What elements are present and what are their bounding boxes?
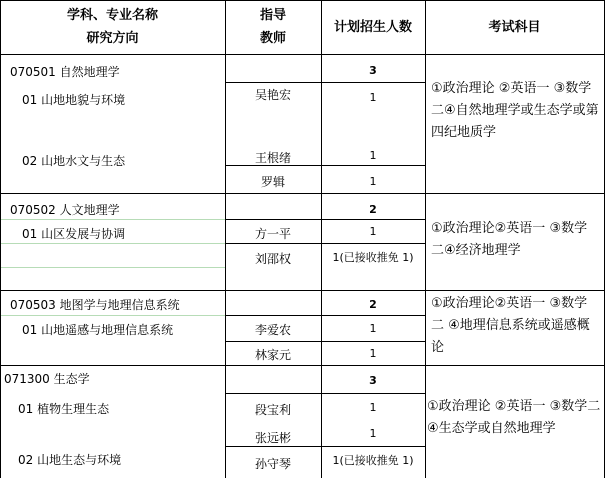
direction-name: 01 山区发展与协调 [22, 227, 126, 241]
exam-subjects: ①政治理论 ②英语一 ③数学二④自然地理学或生态学或第四纪地质学 [431, 81, 599, 140]
direction-name: 01 山地遥感与地理信息系统 [22, 323, 174, 337]
row-line [225, 219, 425, 220]
major-name: 070501 自然地理学 [10, 65, 120, 79]
enroll-count: 1 [369, 175, 377, 188]
header-subject: 学科、专业名称 [66, 8, 158, 23]
direction-name: 01 植物生理生态 [18, 402, 110, 416]
advisor-name: 孙守琴 [254, 457, 291, 471]
advisor-name: 吴艳宏 [254, 88, 291, 102]
table-border-top [0, 0, 605, 1]
header-exam: 考试科目 [488, 20, 541, 35]
column-divider [425, 0, 426, 478]
header-plan: 计划招生人数 [333, 20, 412, 35]
row-line [225, 446, 425, 447]
group-divider [0, 290, 605, 291]
advisor-name: 王根绪 [254, 151, 291, 165]
row-line [225, 393, 425, 394]
enroll-count: 1 [369, 225, 377, 238]
group-divider [0, 193, 605, 194]
enroll-count: 1 [369, 149, 377, 162]
major-total: 2 [369, 203, 377, 216]
exam-subjects: ①政治理论 ②英语一 ③数学二④生态学或自然地理学 [427, 399, 601, 436]
enroll-count: 1 [369, 322, 377, 335]
enroll-count: 1 [369, 427, 377, 440]
direction-name: 01 山地地貌与环境 [22, 93, 126, 107]
major-name: 071300 生态学 [4, 372, 90, 386]
enroll-count: 1(已接收推免 1) [332, 251, 414, 264]
direction-name: 02 山地水文与生态 [22, 154, 126, 168]
header-direction: 研究方向 [86, 31, 139, 46]
row-line-faint [1, 315, 225, 316]
enroll-count: 1 [369, 347, 377, 360]
major-name: 070503 地图学与地理信息系统 [10, 298, 180, 312]
table-border-left [0, 0, 1, 478]
header-advisor-2: 教师 [259, 31, 286, 46]
enroll-count: 1 [369, 91, 377, 104]
advisor-name: 方一平 [254, 227, 291, 241]
major-total: 3 [369, 374, 377, 387]
advisor-name: 林家元 [254, 348, 291, 362]
advisor-name: 张远彬 [254, 431, 291, 445]
major-total: 3 [369, 64, 377, 77]
header-bottom-line [0, 54, 605, 55]
row-line [225, 82, 425, 83]
row-line-faint [1, 243, 225, 244]
advisor-name: 李爱农 [254, 323, 291, 337]
major-total: 2 [369, 298, 377, 311]
advisor-name: 段宝利 [254, 403, 291, 417]
exam-subjects: ①政治理论②英语一 ③数学二④经济地理学 [431, 221, 588, 258]
row-line [225, 341, 425, 342]
row-line [225, 315, 425, 316]
advisor-name: 罗辑 [260, 175, 285, 189]
header-advisor: 指导 [259, 8, 286, 23]
advisor-name: 刘邵权 [254, 252, 291, 266]
enroll-count: 1(已接收推免 1) [332, 454, 414, 467]
exam-subjects: ①政治理论②英语一 ③数学二 ④地理信息系统或遥感概论 [431, 296, 590, 355]
major-name: 070502 人文地理学 [10, 203, 120, 217]
group-divider [0, 365, 605, 366]
row-line-faint [1, 219, 225, 220]
direction-name: 02 山地生态与环境 [18, 453, 122, 467]
row-line-faint [1, 267, 225, 268]
enroll-count: 1 [369, 401, 377, 414]
row-line [225, 243, 425, 244]
